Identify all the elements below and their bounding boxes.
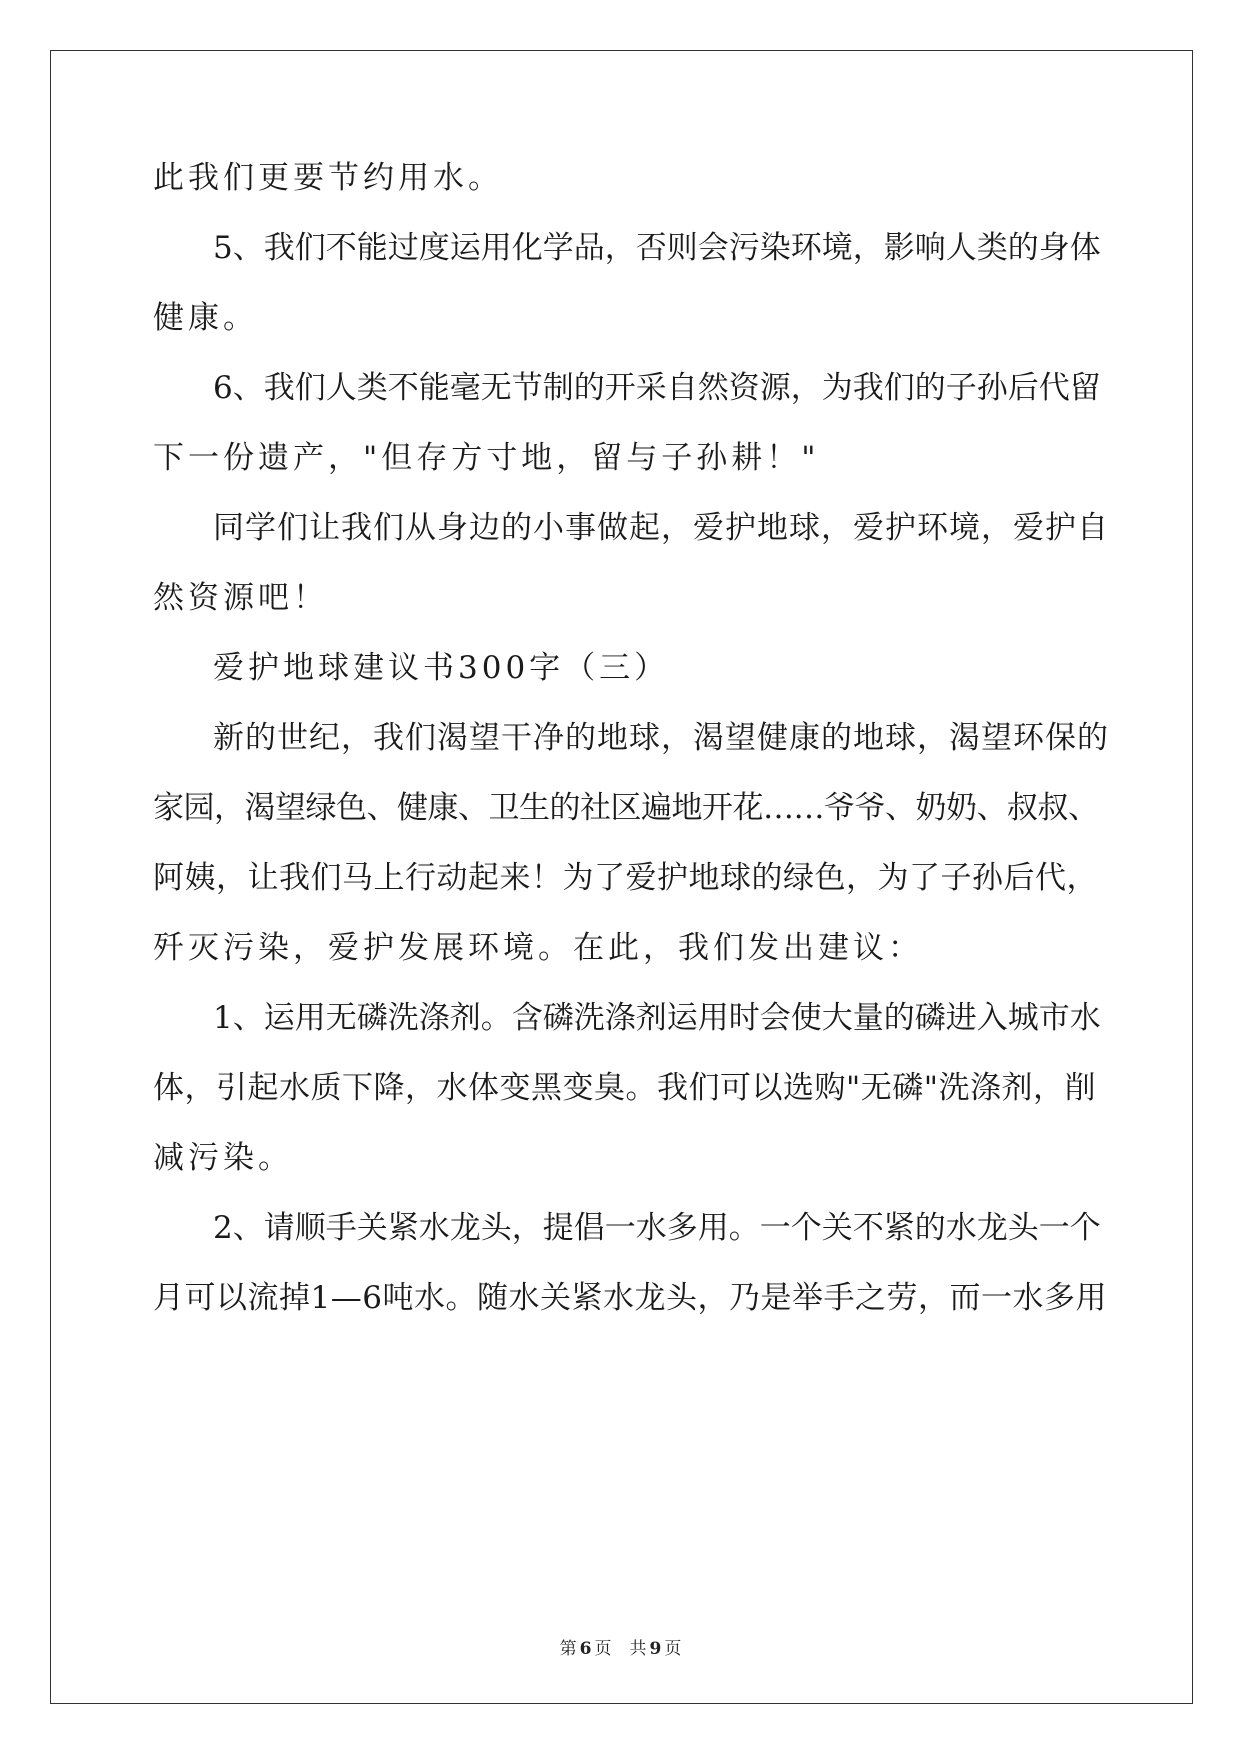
text-line: 体，引起水质下降，水体变黑变臭。我们可以选购"无磷"洗涤剂，削: [153, 1070, 1097, 1106]
text-line: 新的世纪，我们渴望干净的地球，渴望健康的地球，渴望环保的: [213, 720, 1109, 756]
page-footer: [0, 1638, 1241, 1660]
text-line: 歼灭污染，爱护发展环境。在此，我们发出建议：: [153, 930, 923, 966]
text-line: 下一份遗产，"但存方寸地，留与子孙耕！": [153, 440, 820, 476]
text-line: 5、我们不能过度运用化学品，否则会污染环境，影响人类的身体: [213, 230, 1101, 266]
section-heading: 爱护地球建议书300字（三）: [213, 650, 670, 686]
text-line: 此我们更要节约用水。: [153, 160, 503, 196]
text-line: 阿姨，让我们马上行动起来！为了爱护地球的绿色，为了子孙后代，: [153, 860, 1098, 896]
footer-page-word: 页: [594, 1639, 612, 1659]
text-line: 同学们让我们从身边的小事做起，爱护地球，爱护环境，爱护自: [213, 510, 1109, 546]
text-line: 月可以流掉1—6吨水。随水关紧水龙头，乃是举手之劳，而一水多用: [153, 1280, 1107, 1316]
footer-prefix: 第: [559, 1639, 577, 1659]
text-line: 6、我们人类不能毫无节制的开采自然资源，为我们的子孙后代留: [213, 370, 1101, 406]
current-page-number: 6: [579, 1639, 592, 1659]
text-line: 然资源吧！: [153, 580, 328, 616]
text-line: 家园，渴望绿色、健康、卫生的社区遍地开花……爷爷、奶奶、叔叔、: [153, 790, 1099, 826]
footer-total-prefix: 共: [629, 1639, 647, 1659]
total-pages-number: 9: [649, 1639, 662, 1659]
text-line: 减污染。: [153, 1140, 293, 1176]
text-line: 1、运用无磷洗涤剂。含磷洗涤剂运用时会使大量的磷进入城市水: [213, 1000, 1101, 1036]
footer-total-suffix: 页: [664, 1639, 682, 1659]
text-line: 2、请顺手关紧水龙头，提倡一水多用。一个关不紧的水龙头一个: [213, 1210, 1101, 1246]
text-line: 健康。: [153, 300, 258, 336]
